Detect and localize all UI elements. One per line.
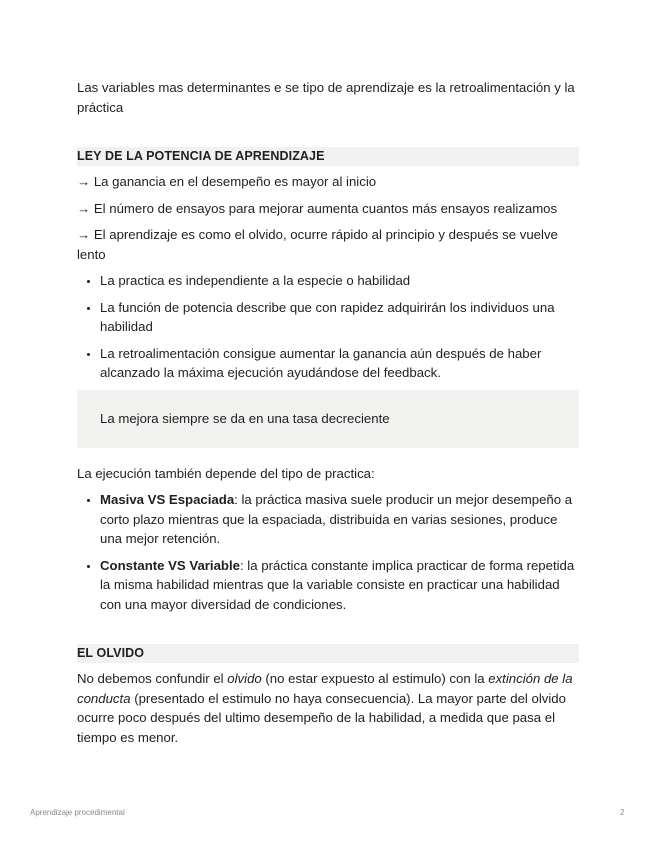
practice-list bbox=[77, 490, 579, 614]
list-item: • La retroalimentación consigue aumentar la ganancia aún después de haber alcanzado la máxima ejecución ayudándose del feedback. bbox=[100, 344, 579, 383]
extincion-term: extinción de la conducta bbox=[77, 671, 573, 706]
arrow-item: → La ganancia en el desempeño es mayor al inicio bbox=[77, 174, 377, 189]
arrow-item: → El número de ensayos para mejorar aumenta cuantos más ensayos realizamos bbox=[77, 200, 558, 216]
section-heading-olvido: EL OLVIDO bbox=[77, 644, 579, 663]
list-item bbox=[100, 556, 579, 615]
list-item bbox=[100, 490, 579, 549]
olvido-text: (presentado el estimulo no haya consecuencia). La mayor parte del olvido ocurre poco después del ultimo desempeño de la habilidad, a medida que pasa el tiempo es menor. bbox=[77, 690, 566, 745]
practice-term: Constante VS Variable bbox=[100, 557, 240, 573]
bullet-list bbox=[77, 271, 579, 383]
practice-text: : la práctica constante implica practicar de forma repetida la misma habilidad mientras que la variable consiste en practicar una habilidad con una mayor diversidad de condiciones. bbox=[100, 557, 575, 612]
arrow-item: → El aprendizaje es como el olvido, ocurre rápido al principio y después se vuelve lento bbox=[77, 227, 558, 262]
page-number: 2 bbox=[620, 808, 625, 817]
footer-title: Aprendizaje procedimental bbox=[30, 808, 125, 817]
callout-text: La mejora siempre se da en una tasa decreciente bbox=[100, 410, 390, 426]
document-content bbox=[77, 78, 579, 747]
olvido-paragraph bbox=[77, 669, 579, 747]
section-heading-ley-potencia: LEY DE LA POTENCIA DE APRENDIZAJE bbox=[77, 147, 579, 166]
olvido-term: olvido bbox=[227, 671, 262, 686]
practice-intro: La ejecución también depende del tipo de practica: bbox=[77, 465, 375, 481]
olvido-text: No debemos confundir el bbox=[77, 671, 228, 686]
callout-box bbox=[77, 390, 579, 448]
intro-paragraph: Las variables mas determinantes e se tipo de aprendizaje es la retroalimentación y la práctica bbox=[77, 80, 575, 115]
section-olvido bbox=[77, 644, 579, 747]
list-item: • La función de potencia describe que con rapidez adquirirán los individuos una habilidad bbox=[100, 298, 579, 337]
list-item: • La practica es independiente a la especie o habilidad bbox=[100, 271, 579, 291]
practice-term: Masiva VS Espaciada bbox=[100, 492, 235, 507]
practice-text: : la práctica masiva suele producir un mejor desempeño a corto plazo mientras que la espaciada, distribuida en varias sesiones, produce una mejor retención. bbox=[100, 492, 573, 546]
olvido-text: (no estar expuesto al estimulo) con la bbox=[261, 671, 489, 686]
